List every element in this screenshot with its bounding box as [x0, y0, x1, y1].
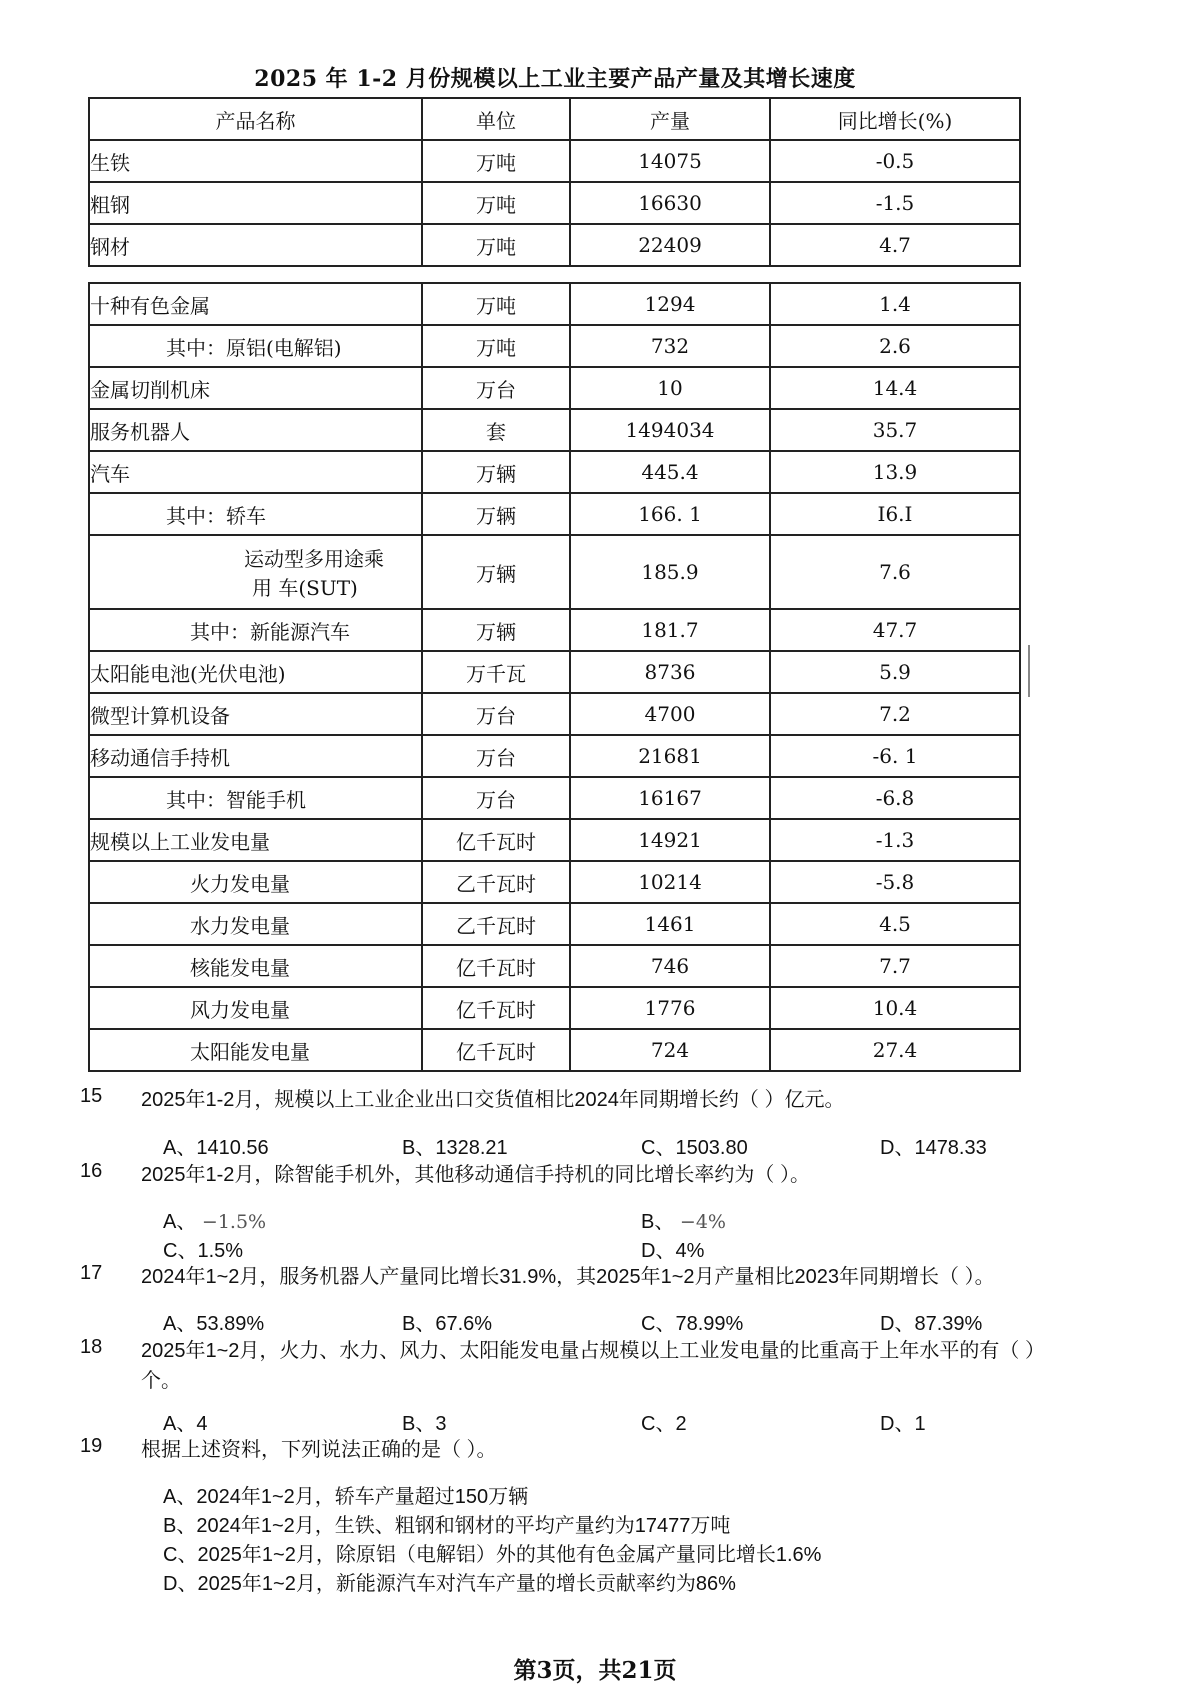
table-row — [89, 693, 1020, 735]
header-product-name: 产品名称 — [89, 98, 422, 140]
growth: 7.6 — [770, 535, 1020, 609]
table-row — [89, 777, 1020, 819]
product-name: 风力发电量 — [89, 987, 422, 1029]
unit: 亿千瓦时 — [422, 819, 570, 861]
unit: 万吨 — [422, 325, 570, 367]
unit: 万吨 — [422, 182, 570, 224]
option-d[interactable]: D、87.39% — [880, 1313, 983, 1335]
growth: 5.9 — [770, 651, 1020, 693]
header-output: 产量 — [570, 98, 770, 140]
output: 10 — [570, 367, 770, 409]
output: 445.4 — [570, 451, 770, 493]
output: 1776 — [570, 987, 770, 1029]
growth: -6.8 — [770, 777, 1020, 819]
unit: 万辆 — [422, 535, 570, 609]
product-name: 其中：新能源汽车 — [89, 609, 422, 651]
product-name: 其中：轿车 — [89, 493, 422, 535]
product-name: 其中：原铝(电解铝) — [89, 325, 422, 367]
scroll-indicator-mark — [1028, 645, 1030, 697]
product-name: 其中：智能手机 — [89, 777, 422, 819]
option-d[interactable]: D、4% — [641, 1240, 705, 1262]
product-name-line1: 运动型多用途乘 — [244, 547, 384, 571]
output: 1294 — [570, 283, 770, 325]
product-name — [89, 535, 422, 609]
option-a[interactable]: A、2024年1~2月，轿车产量超过150万辆 — [163, 1486, 529, 1508]
product-name: 火力发电量 — [89, 861, 422, 903]
product-name: 金属切削机床 — [89, 367, 422, 409]
option-c[interactable]: C、2025年1~2月，除原铝（电解铝）外的其他有色金属产量同比增长1.6% — [163, 1544, 822, 1566]
product-name: 粗钢 — [89, 182, 422, 224]
output: 16167 — [570, 777, 770, 819]
output: 181.7 — [570, 609, 770, 651]
product-name: 规模以上工业发电量 — [89, 819, 422, 861]
header-growth: 同比增长(%) — [770, 98, 1020, 140]
option-b[interactable]: B、1328.21 — [402, 1137, 508, 1159]
growth: -1.3 — [770, 819, 1020, 861]
output: 1461 — [570, 903, 770, 945]
option-a[interactable]: A、1410.56 — [163, 1137, 269, 1159]
option-d[interactable]: D、2025年1~2月，新能源汽车对汽车产量的增长贡献率约为86% — [163, 1573, 736, 1595]
product-name: 微型计算机设备 — [89, 693, 422, 735]
table-row — [89, 409, 1020, 451]
option-value: −1.5% — [201, 1211, 267, 1233]
table-row — [89, 224, 1020, 266]
growth: 27.4 — [770, 1029, 1020, 1071]
question-text: 2025年1-2月，除智能手机外，其他移动通信手持机的同比增长率约为（ ）。 — [141, 1164, 810, 1186]
question-number: 18 — [80, 1336, 103, 1358]
product-name-line2: 用 车(SUT) — [252, 576, 358, 600]
option-a[interactable]: A、4 — [163, 1413, 208, 1435]
table-row — [89, 367, 1020, 409]
table-row — [89, 945, 1020, 987]
output: 732 — [570, 325, 770, 367]
product-name: 服务机器人 — [89, 409, 422, 451]
table-row — [89, 819, 1020, 861]
production-table-part1 — [88, 97, 1021, 267]
growth: 7.2 — [770, 693, 1020, 735]
question-text: 2025年1-2月，规模以上工业企业出口交货值相比2024年同期增长约（ ）亿元。 — [141, 1089, 845, 1111]
output: 4700 — [570, 693, 770, 735]
unit: 亿千瓦时 — [422, 945, 570, 987]
growth: 4.7 — [770, 224, 1020, 266]
output: 21681 — [570, 735, 770, 777]
product-name: 十种有色金属 — [89, 283, 422, 325]
output: 14075 — [570, 140, 770, 182]
option-d[interactable]: D、1478.33 — [880, 1137, 987, 1159]
unit: 万台 — [422, 735, 570, 777]
growth: 2.6 — [770, 325, 1020, 367]
table-row — [89, 493, 1020, 535]
option-b[interactable] — [641, 1205, 726, 1234]
output: 16630 — [570, 182, 770, 224]
product-name: 移动通信手持机 — [89, 735, 422, 777]
output: 14921 — [570, 819, 770, 861]
page-footer: 第3页，共21页 — [513, 1657, 677, 1684]
growth: 10.4 — [770, 987, 1020, 1029]
table-row — [89, 987, 1020, 1029]
table-row — [89, 903, 1020, 945]
table-title: 2025 年 1-2 月份规模以上工业主要产品产量及其增长速度 — [254, 66, 856, 92]
option-label: A、 — [163, 1211, 197, 1233]
question-text: 根据上述资料，下列说法正确的是（ ）。 — [141, 1439, 497, 1461]
unit: 万辆 — [422, 451, 570, 493]
output: 185.9 — [570, 535, 770, 609]
product-name: 太阳能发电量 — [89, 1029, 422, 1071]
growth: 13.9 — [770, 451, 1020, 493]
table-row — [89, 735, 1020, 777]
unit: 亿千瓦时 — [422, 1029, 570, 1071]
option-a[interactable] — [163, 1205, 266, 1234]
output: 8736 — [570, 651, 770, 693]
unit: 套 — [422, 409, 570, 451]
growth: 14.4 — [770, 367, 1020, 409]
table-row — [89, 861, 1020, 903]
unit: 乙千瓦时 — [422, 861, 570, 903]
growth: 7.7 — [770, 945, 1020, 987]
growth: -6. 1 — [770, 735, 1020, 777]
output: 10214 — [570, 861, 770, 903]
option-c[interactable]: C、2 — [641, 1413, 687, 1435]
output: 746 — [570, 945, 770, 987]
growth: 1.4 — [770, 283, 1020, 325]
table-row — [89, 451, 1020, 493]
product-name: 水力发电量 — [89, 903, 422, 945]
option-b[interactable]: B、67.6% — [402, 1313, 493, 1335]
growth: 4.5 — [770, 903, 1020, 945]
table-header-row — [89, 98, 1020, 140]
option-b[interactable]: B、2024年1~2月，生铁、粗钢和钢材的平均产量约为17477万吨 — [163, 1515, 731, 1537]
table-row — [89, 140, 1020, 182]
growth: I6.I — [770, 493, 1020, 535]
table-row — [89, 1029, 1020, 1071]
product-name: 核能发电量 — [89, 945, 422, 987]
table-row — [89, 609, 1020, 651]
unit: 亿千瓦时 — [422, 987, 570, 1029]
unit: 万吨 — [422, 283, 570, 325]
output: 724 — [570, 1029, 770, 1071]
product-name: 汽车 — [89, 451, 422, 493]
table-row — [89, 182, 1020, 224]
product-name: 钢材 — [89, 224, 422, 266]
option-value: −4% — [679, 1211, 726, 1233]
question-number: 17 — [80, 1262, 103, 1284]
unit: 万辆 — [422, 493, 570, 535]
option-a[interactable]: A、53.89% — [163, 1313, 265, 1335]
question-number: 16 — [80, 1160, 103, 1182]
output: 166. 1 — [570, 493, 770, 535]
question-text: 2024年1~2月，服务机器人产量同比增长31.9%，其2025年1~2月产量相比2023年同期增长（ ）。 — [141, 1266, 995, 1288]
table-row — [89, 325, 1020, 367]
unit: 万千瓦 — [422, 651, 570, 693]
question-number: 19 — [80, 1435, 103, 1457]
unit: 万吨 — [422, 224, 570, 266]
output: 22409 — [570, 224, 770, 266]
header-unit: 单位 — [422, 98, 570, 140]
question-text: 2025年1~2月，火力、水力、风力、太阳能发电量占规模以上工业发电量的比重高于上年水平的有（ ）个。 — [141, 1340, 1045, 1392]
table-row — [89, 651, 1020, 693]
product-name: 太阳能电池(光伏电池) — [89, 651, 422, 693]
option-c[interactable]: C、1503.80 — [641, 1137, 748, 1159]
option-b[interactable]: B、3 — [402, 1413, 447, 1435]
option-c[interactable]: C、78.99% — [641, 1313, 744, 1335]
unit: 乙千瓦时 — [422, 903, 570, 945]
unit: 万辆 — [422, 609, 570, 651]
output: 1494034 — [570, 409, 770, 451]
growth: -0.5 — [770, 140, 1020, 182]
table-row — [89, 283, 1020, 325]
unit: 万台 — [422, 693, 570, 735]
unit: 万台 — [422, 777, 570, 819]
unit: 万台 — [422, 367, 570, 409]
product-name: 生铁 — [89, 140, 422, 182]
option-label: B、 — [641, 1211, 675, 1233]
question-number: 15 — [80, 1085, 103, 1107]
production-table-part2 — [88, 282, 1021, 1072]
option-c[interactable]: C、1.5% — [163, 1240, 244, 1262]
table-row — [89, 535, 1020, 609]
growth: 47.7 — [770, 609, 1020, 651]
option-d[interactable]: D、1 — [880, 1413, 926, 1435]
unit: 万吨 — [422, 140, 570, 182]
growth: 35.7 — [770, 409, 1020, 451]
growth: -1.5 — [770, 182, 1020, 224]
growth: -5.8 — [770, 861, 1020, 903]
